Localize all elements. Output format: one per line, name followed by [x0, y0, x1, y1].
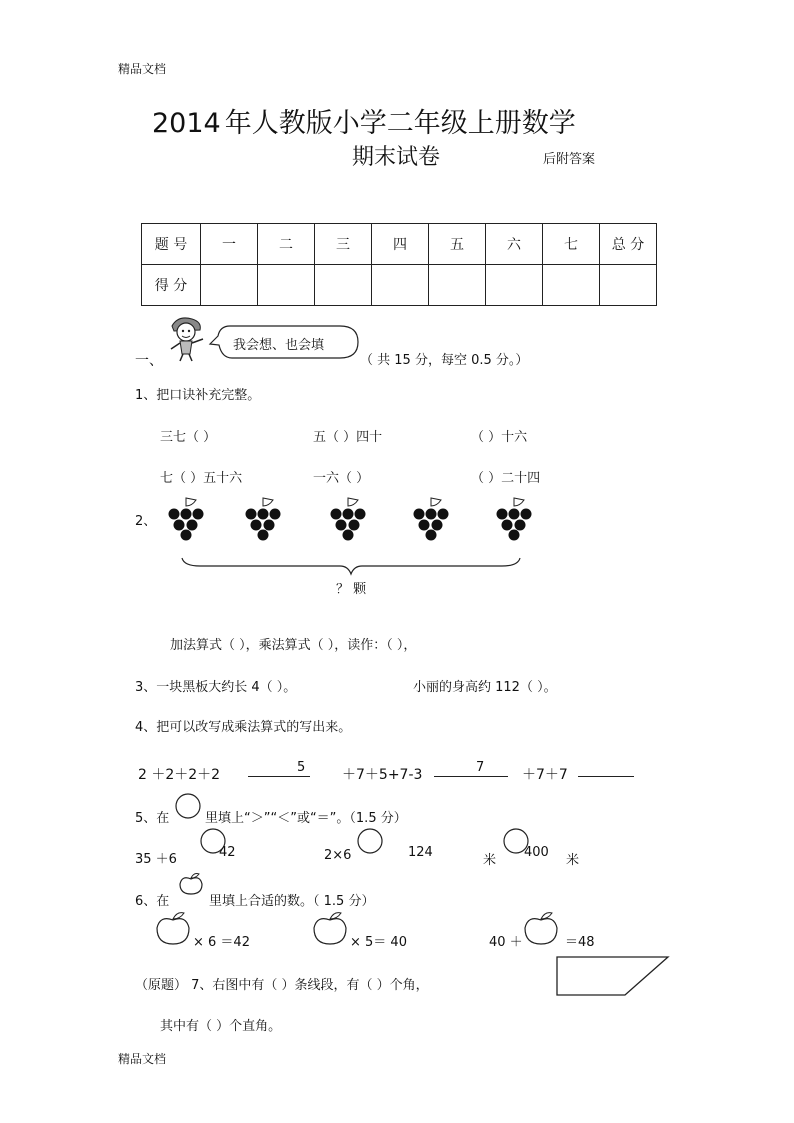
score-row-label: 得 分: [142, 265, 201, 306]
score-header-cell: 一: [201, 224, 258, 265]
q3-height[interactable]: 小丽的身高约 112（ ）。: [413, 680, 557, 695]
q6-equation-3-left: 40 ＋: [489, 935, 523, 950]
q6-prompt-b: 里填上合适的数。（ 1.5 分）: [209, 894, 375, 909]
score-header-cell: 二: [258, 224, 315, 265]
curly-brace-shape: [180, 556, 522, 578]
score-table-score-row: [142, 265, 657, 306]
q1-blank-qi[interactable]: 七（ ）五十六: [160, 471, 243, 486]
q4-expression-1: 2 ＋2＋2＋2: [138, 767, 221, 783]
q5-compare-2-right: 124: [408, 845, 433, 860]
q6-equation-2: × 5＝ 40: [350, 935, 407, 950]
q2-number: 2、: [135, 514, 157, 529]
q1-blank-yiliu[interactable]: 一六（ ）: [313, 471, 370, 486]
section1-points: （ 共 15 分，每空 0.5 分。）: [360, 353, 529, 368]
q7-line2[interactable]: 其中有（ ）个直角。: [160, 1019, 282, 1034]
q4-expression-1-value: 5: [297, 760, 306, 775]
q6-equation-1: × 6 ＝42: [193, 935, 250, 950]
q2-answer-line[interactable]: 加法算式（ ），乘法算式（ ），读作：（ ），: [170, 638, 417, 653]
q5-compare-1-right: 42: [219, 845, 236, 860]
footer-label: 精品文档: [118, 1052, 167, 1066]
title-note: 后附答案: [543, 152, 596, 167]
score-cell[interactable]: [372, 265, 429, 306]
q7-trapezoid-figure: [555, 955, 671, 997]
score-header-cell: 题 号: [142, 224, 201, 265]
speech-bubble-text: 我会想、也会填: [233, 338, 325, 353]
q5-compare-3-right: 400: [524, 845, 549, 860]
score-cell[interactable]: [258, 265, 315, 306]
q4-prompt: 4、把可以改写成乘法算式的写出来。: [135, 720, 352, 735]
q1-blank-sanqi[interactable]: 三七（ ）: [160, 430, 217, 445]
score-header-cell: 六: [486, 224, 543, 265]
circle-blank-icon: [175, 793, 201, 819]
grape-bunch-icon: [413, 496, 449, 542]
score-header-cell: 四: [372, 224, 429, 265]
q1-blank-shiliu[interactable]: （ ）十六: [471, 430, 528, 445]
score-cell[interactable]: [429, 265, 486, 306]
q1-prompt: 1、把口诀补充完整。: [135, 388, 261, 403]
q4-expression-2-value: 7: [476, 760, 485, 775]
q5-compare-3-left: 米: [483, 853, 497, 868]
apple-icon: [178, 872, 204, 896]
q5-prompt-b: 里填上“＞”“＜”或“＝”。（1.5 分）: [205, 811, 407, 826]
score-header-cell: 总 分: [600, 224, 657, 265]
score-cell[interactable]: [543, 265, 600, 306]
score-cell[interactable]: [315, 265, 372, 306]
section1-number: 一、: [135, 353, 163, 369]
q4-answer-line-1[interactable]: [248, 776, 310, 777]
grape-bunch-icon: [330, 496, 366, 542]
grape-bunch-icon: [168, 496, 204, 542]
q5-compare-1-left: 35 ＋6: [135, 852, 177, 867]
q4-answer-line-3[interactable]: [578, 776, 634, 777]
q6-prompt-a: 6、在: [135, 894, 170, 909]
title-main: 年人教版小学二年级上册数学: [224, 108, 576, 139]
score-header-cell: 五: [429, 224, 486, 265]
title-line2: 期末试卷: [352, 145, 441, 170]
q7-line1[interactable]: （原题） 7、右图中有（ ）条线段，有（ ）个角，: [135, 978, 429, 993]
grape-bunch-icon: [245, 496, 281, 542]
q6-equation-3-right: ＝48: [565, 935, 595, 950]
score-table: [141, 223, 657, 306]
score-table-header-row: [142, 224, 657, 265]
q5-compare-circle-2[interactable]: [357, 828, 383, 854]
q6-apple-blank-3[interactable]: [523, 910, 559, 946]
q4-answer-line-2[interactable]: [434, 776, 508, 777]
title-line1: [152, 101, 576, 140]
q6-apple-blank-1[interactable]: [155, 910, 191, 946]
q4-expression-3: ＋7＋7: [522, 767, 568, 783]
q1-blank-wu[interactable]: 五（ ）四十: [313, 430, 383, 445]
q3-blackboard[interactable]: 3、一块黑板大约长 4（ ）。: [135, 680, 297, 695]
q5-prompt-a: 5、在: [135, 811, 170, 826]
header-label: 精品文档: [118, 62, 167, 76]
grape-bunch-icon: [496, 496, 532, 542]
score-header-cell: 三: [315, 224, 372, 265]
q5-compare-2-left: 2×6: [324, 848, 352, 863]
title-year: 2014: [152, 108, 221, 139]
q1-blank-ershisi[interactable]: （ ）二十四: [471, 471, 541, 486]
score-header-cell: 七: [543, 224, 600, 265]
q4-expression-2: ＋7＋5+7-3: [342, 767, 423, 783]
q6-apple-blank-2[interactable]: [312, 910, 348, 946]
score-cell[interactable]: [486, 265, 543, 306]
score-cell[interactable]: [600, 265, 657, 306]
q5-compare-3-unit: 米: [566, 853, 580, 868]
q2-brace-label: ？ 颗: [336, 582, 367, 597]
cartoon-kid-icon: [162, 312, 210, 362]
score-cell[interactable]: [201, 265, 258, 306]
